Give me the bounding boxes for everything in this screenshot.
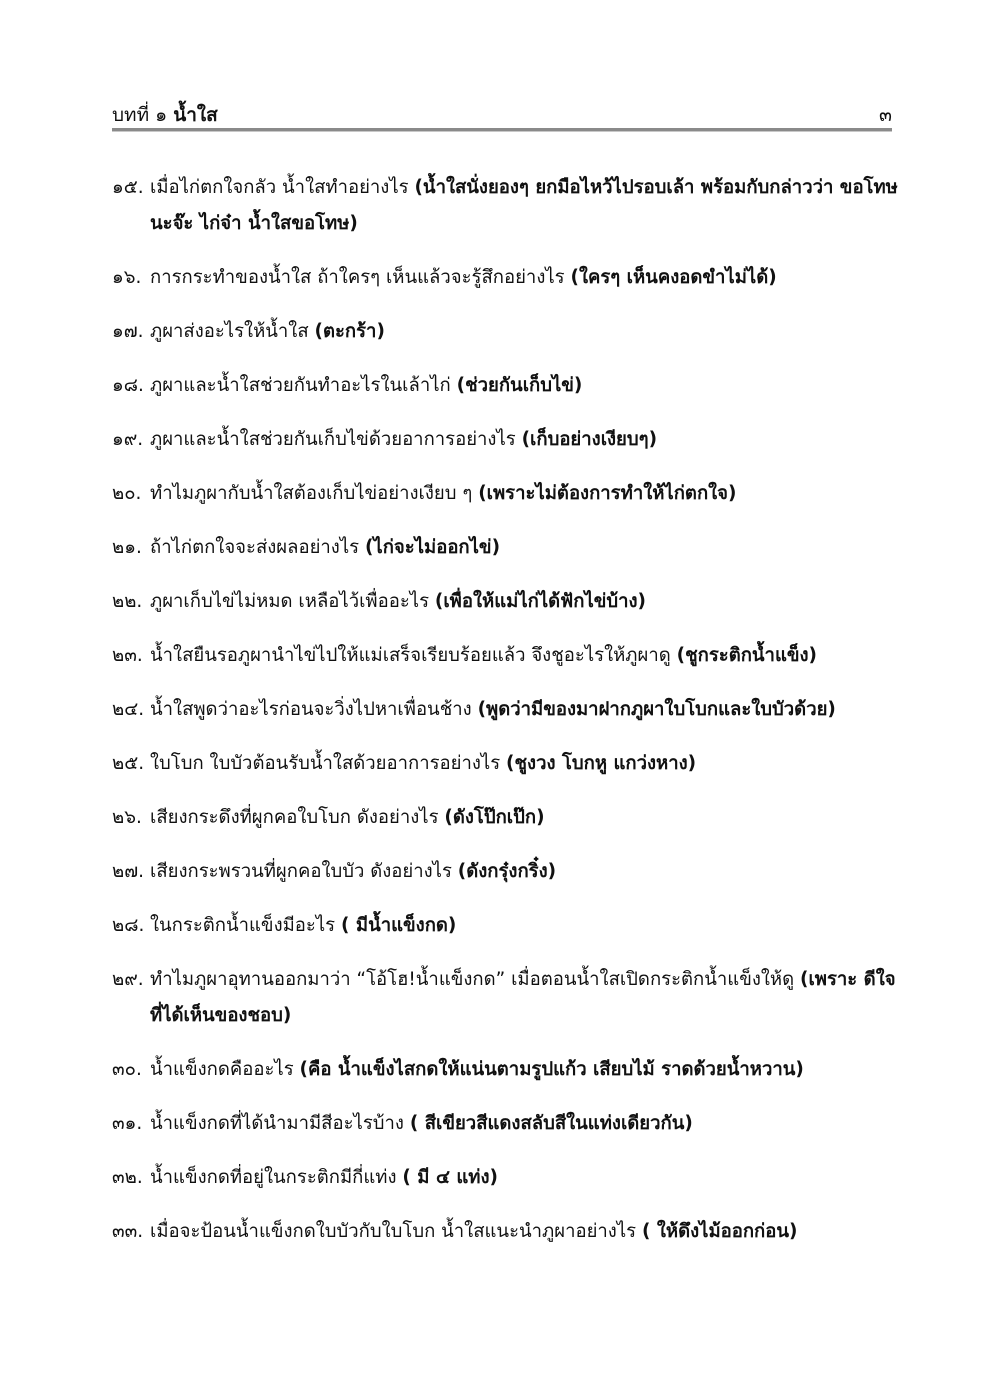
question-text: ภูผาและน้ำใสช่วยกันทำอะไรในเล้าไก่	[150, 375, 457, 396]
qa-item	[112, 692, 902, 728]
answer-text: (ตะกร้า)	[314, 321, 385, 342]
question-text: ทำไมภูผากับน้ำใสต้องเก็บไข่อย่างเงียบ ๆ	[150, 483, 479, 504]
item-number: ๒๐.	[112, 483, 142, 504]
item-number: ๑๗.	[112, 321, 144, 342]
answer-text: (ใครๆ เห็นคงอดขำไม่ได้)	[570, 267, 777, 288]
question-text: ในกระติกน้ำแข็งมีอะไร	[150, 915, 341, 936]
answer-text: (เพราะ ดีใจที่ได้เห็นของชอบ)	[150, 969, 896, 1026]
qa-item	[112, 800, 902, 836]
qa-item	[112, 908, 902, 944]
qa-item	[112, 1160, 902, 1196]
item-number: ๒๗.	[112, 861, 144, 882]
answer-text: (ช่วยกันเก็บไข่)	[456, 375, 583, 396]
item-number: ๒๖.	[112, 807, 142, 828]
item-number: ๒๒.	[112, 591, 143, 612]
qa-item	[112, 746, 902, 782]
question-text: น้ำแข็งกดคืออะไร	[150, 1059, 300, 1080]
item-number: ๑๙.	[112, 429, 144, 450]
answer-text: ( ให้ดึงไม้ออกก่อน)	[641, 1221, 798, 1242]
question-text: การกระทำของน้ำใส ถ้าใครๆ เห็นแล้วจะรู้สึกอย่างไร	[150, 267, 571, 288]
question-text: ภูผาเก็บไข่ไม่หมด เหลือไว้เพื่ออะไร	[150, 591, 435, 612]
answer-text: ( สีเขียวสีแดงสลับสีในแท่งเดียวกัน)	[409, 1113, 693, 1134]
qa-item	[112, 1052, 902, 1088]
item-number: ๒๔.	[112, 699, 145, 720]
answer-text: (เพราะไม่ต้องการทำให้ไก่ตกใจ)	[478, 483, 737, 504]
answer-text: (พูดว่ามีของมาฝากภูผาใบโบกและใบบัวด้วย)	[477, 699, 836, 720]
answer-text: ( มี ๔ แท่ง)	[402, 1167, 498, 1188]
qa-item	[112, 584, 902, 620]
qa-item	[112, 1106, 902, 1142]
answer-text: (คือ น้ำแข็งไสกดให้แน่นตามรูปแก้ว เสียบไม้ ราดด้วยน้ำหวาน)	[299, 1059, 804, 1080]
question-text: น้ำแข็งกดที่ได้นำมามีสีอะไรบ้าง	[150, 1113, 410, 1134]
page-header	[112, 100, 892, 130]
question-text: ทำไมภูผาอุทานออกมาว่า “โอ้โฮ!น้ำแข็งกด” เมื่อตอนน้ำใสเปิดกระติกน้ำแข็งให้ดู	[150, 969, 800, 990]
question-text: เมื่อจะป้อนน้ำแข็งกดใบบัวกับใบโบก น้ำใสแนะนำภูผาอย่างไร	[150, 1221, 642, 1242]
item-number: ๓๐.	[112, 1059, 142, 1080]
question-text: เมื่อไก่ตกใจกลัว น้ำใสทำอย่างไร	[150, 177, 415, 198]
qa-item	[112, 314, 902, 350]
item-number: ๑๕.	[112, 177, 144, 198]
qa-item	[112, 854, 902, 890]
qa-item	[112, 422, 902, 458]
answer-text: (ชูกระติกน้ำแข็ง)	[676, 645, 818, 666]
qa-item	[112, 1214, 902, 1250]
answer-text: (เก็บอย่างเงียบๆ)	[521, 429, 658, 450]
item-number: ๒๓.	[112, 645, 143, 666]
chapter-title: น้ำใส	[173, 104, 218, 126]
answer-text: (ดังกรุ๋งกริ๋ง)	[457, 861, 557, 882]
question-text: ใบโบก ใบบัวต้อนรับน้ำใสด้วยอาการอย่างไร	[150, 753, 507, 774]
answer-text: ( มีน้ำแข็งกด)	[340, 915, 457, 936]
question-text: น้ำใสพูดว่าอะไรก่อนจะวิ่งไปหาเพื่อนช้าง	[150, 699, 478, 720]
question-text: น้ำใสยืนรอภูผานำไข่ไปให้แม่เสร็จเรียบร้อยแล้ว จึงชูอะไรให้ภูผาดู	[150, 645, 677, 666]
qa-item	[112, 476, 902, 512]
question-text: เสียงกระพรวนที่ผูกคอใบบัว ดังอย่างไร	[150, 861, 458, 882]
item-number: ๒๘.	[112, 915, 145, 936]
answer-text: (ไก่จะไม่ออกไข่)	[364, 537, 501, 558]
qa-item	[112, 170, 902, 242]
answer-text: (น้ำใสนั่งยองๆ ยกมือไหว้ไปรอบเล้า พร้อมกับกล่าวว่า ขอโทษนะจ๊ะ ไก่จ๋า น้ำใสขอโทษ)	[150, 177, 898, 234]
qa-item	[112, 260, 902, 296]
item-number: ๓๒.	[112, 1167, 143, 1188]
qa-item	[112, 530, 902, 566]
item-number: ๒๑.	[112, 537, 142, 558]
item-number: ๒๙.	[112, 969, 144, 990]
item-number: ๑๘.	[112, 375, 144, 396]
item-number: ๓๓.	[112, 1221, 144, 1242]
header-divider	[112, 128, 892, 132]
answer-text: (เพื่อให้แม่ไก่ได้ฟักไข่บ้าง)	[434, 591, 647, 612]
page-number: ๓	[879, 104, 892, 126]
question-list	[112, 170, 902, 1268]
question-text: ภูผาส่งอะไรให้น้ำใส	[150, 321, 315, 342]
item-number: ๓๑.	[112, 1113, 143, 1134]
chapter-label: บทที่ ๑	[112, 104, 174, 126]
answer-text: (ดังโป๊กเป๊ก)	[444, 807, 545, 828]
qa-item	[112, 368, 902, 404]
question-text: ภูผาและน้ำใสช่วยกันเก็บไข่ด้วยอาการอย่างไร	[150, 429, 522, 450]
answer-text: (ชูงวง โบกหู แกว่งหาง)	[506, 753, 697, 774]
qa-item	[112, 638, 902, 674]
item-number: ๑๖.	[112, 267, 142, 288]
question-text: น้ำแข็งกดที่อยู่ในกระติกมีกี่แท่ง	[150, 1167, 403, 1188]
question-text: ถ้าไก่ตกใจจะส่งผลอย่างไร	[150, 537, 365, 558]
running-head	[112, 100, 218, 130]
item-number: ๒๕.	[112, 753, 145, 774]
question-text: เสียงกระดึงที่ผูกคอใบโบก ดังอย่างไร	[150, 807, 445, 828]
qa-item	[112, 962, 902, 1034]
